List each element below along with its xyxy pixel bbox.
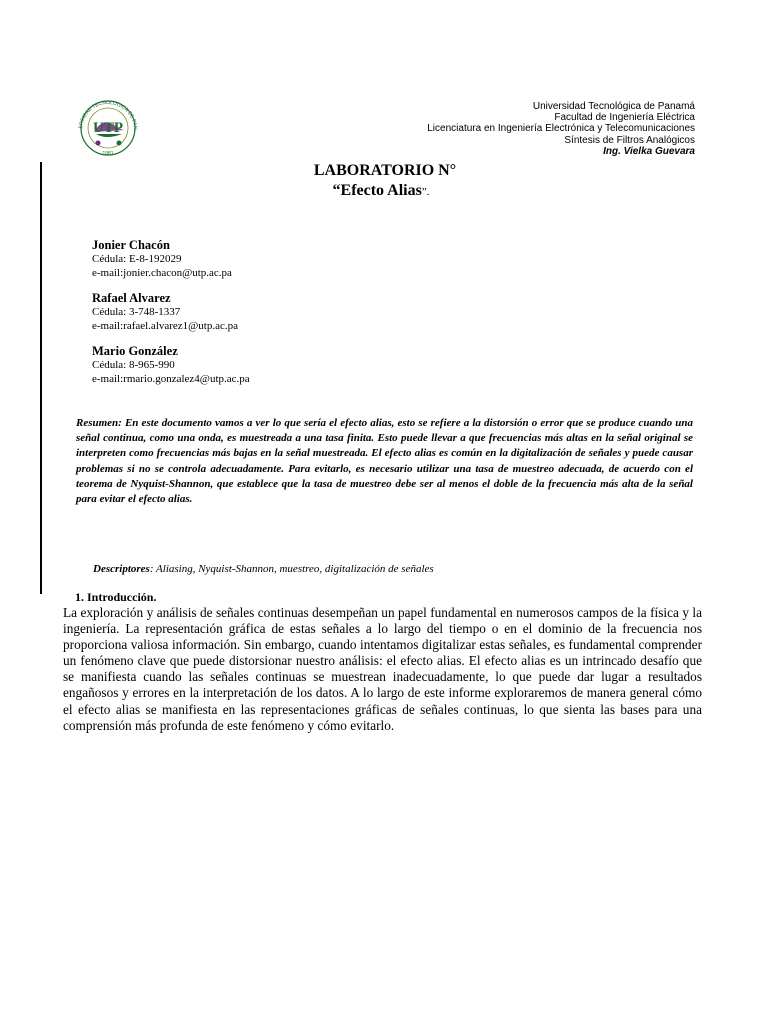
keywords-label: Descriptores — [93, 563, 150, 575]
logo-year: 1981 — [102, 151, 114, 157]
lab-title: LABORATORIO N° — [313, 162, 457, 179]
professor-name: Ing. Vielka Guevara — [603, 145, 695, 157]
title-block — [200, 162, 570, 201]
author-id: Cédula: 8-965-990 — [92, 359, 175, 371]
author-id: Cédula: E-8-192029 — [92, 253, 182, 265]
faculty-name: Facultad de Ingeniería Eléctrica — [554, 112, 695, 124]
institution-header — [275, 101, 695, 157]
introduction-body: La exploración y análisis de señales continuas desempeñan un papel fundamental en numerosos campos de la física y la ingeniería. La representación gráfica de estas señales a lo largo del tiempo o en el dominio de la frecuencia nos proporciona valiosa información. Sin embargo, cuando intentamos digitalizar estas señales, es fundamental comprender un fenómeno clave que puede distorsionar nuestro análisis: el efecto alias. El efecto alias es un intrincado desafío que se manifiesta cuando las señales continuas se muestrean inadecuadamente, lo que puede dar lugar a resultados engañosos y errores en la interpretación de los datos. A lo largo de este informe exploraremos de manera general cómo el efecto alias se manifiesta en las representaciones gráficas de señales continuas, lo que sienta las bases para una comprensión más profunda de este fenómeno y cómo evitarlo. — [63, 605, 702, 733]
author-block — [92, 291, 512, 333]
author-email: e-mail:rafael.alvarez1@utp.ac.pa — [92, 319, 239, 332]
lab-subtitle-text: “Efecto Alias — [332, 182, 422, 199]
author-id: Cédula: 3-748-1337 — [92, 306, 181, 318]
logo-arc-text: ERSIDAD TECNOLÓGICA DE PAN — [78, 99, 139, 130]
section-title: 1. Introducción. — [75, 590, 157, 604]
margin-rule — [40, 162, 42, 594]
author-name: Rafael Alvarez — [92, 291, 171, 305]
author-block — [92, 344, 512, 386]
author-email: e-mail:rmario.gonzalez4@utp.ac.pa — [92, 372, 250, 385]
keywords-text: : Aliasing, Nyquist-Shannon, muestreo, digitalización de señales — [149, 563, 434, 575]
lab-subtitle-close: ”. — [421, 186, 430, 198]
lab-subtitle — [200, 182, 570, 201]
abstract: Resumen: En este documento vamos a ver lo que sería el efecto alias, esto se refiere a la distorsión o error que se produce cuando una señal continua, como una onda, es muestreada a una tasa finita. Esto puede llevar a que frecuencias más altas en la señal original se interpreten como frecuencias más bajas en la señal muestreada. El efecto alias es común en la digitalización de señales y puede causar problemas si no se controla adecuadamente. Para evitarlo, es necesario utilizar una tasa de muestreo adecuada, de acuerdo con el teorema de Nyquist-Shannon, que establece que la tasa de muestreo debe ser al menos el doble de la frecuencia más alta de la señal para evitar el efecto alias. — [76, 417, 693, 506]
utp-logo — [72, 96, 144, 160]
course-name: Síntesis de Filtros Analógicos — [564, 134, 695, 146]
degree-name: Licenciatura en Ingeniería Electrónica y Telecomunicaciones — [427, 123, 695, 135]
university-name: Universidad Tecnológica de Panamá — [532, 101, 695, 112]
keywords — [93, 562, 693, 576]
authors-list — [92, 238, 512, 397]
author-name: Mario González — [92, 344, 178, 358]
author-name: Jonier Chacón — [92, 238, 170, 252]
author-block — [92, 238, 512, 280]
logo-initials: UTP — [93, 120, 123, 136]
author-email: e-mail:jonier.chacon@utp.ac.pa — [92, 266, 232, 279]
